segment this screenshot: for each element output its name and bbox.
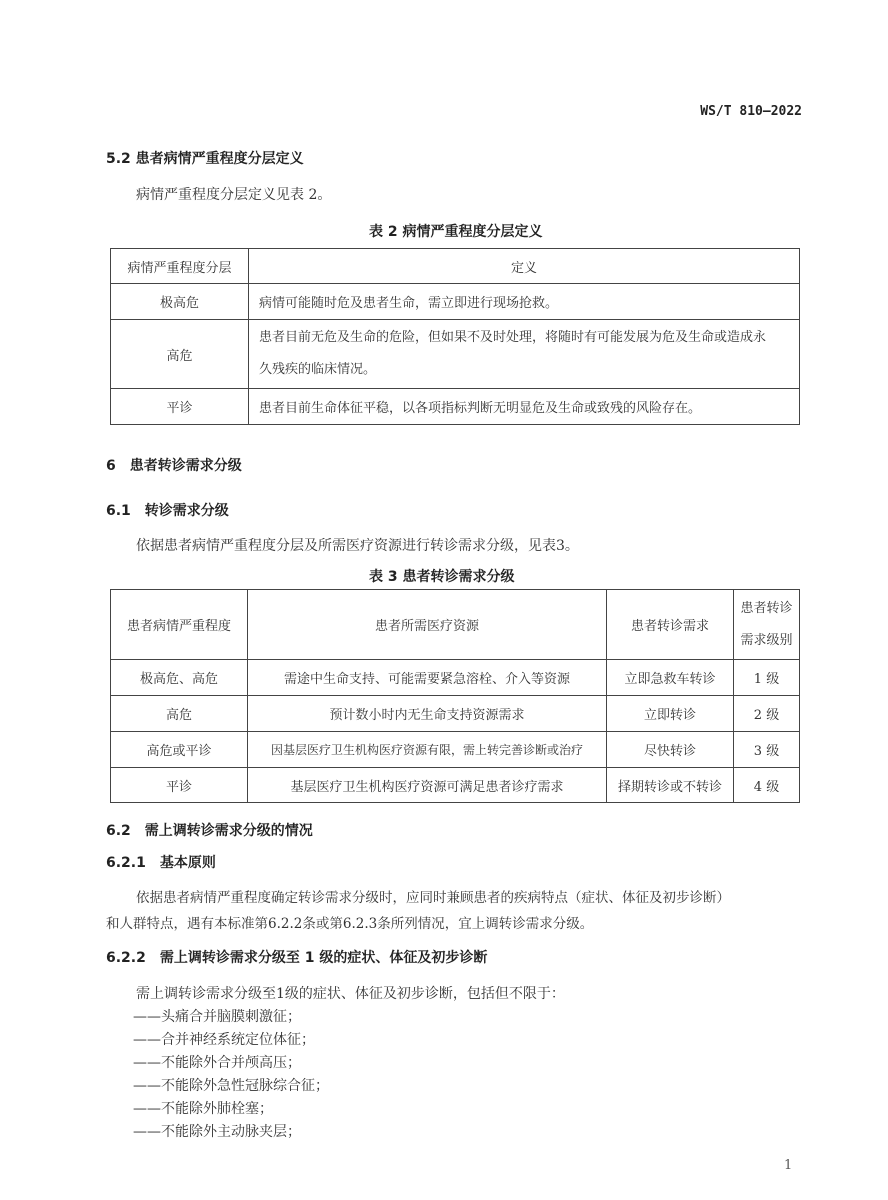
section-6-heading: 6 患者转诊需求分级 bbox=[106, 458, 242, 474]
severity-cell: 高危 bbox=[111, 696, 248, 732]
referral-need-cell: 立即急救车转诊 bbox=[607, 660, 734, 696]
section-6-2-2-heading: 6.2.2 需上调转诊需求分级至 1 级的症状、体征及初步诊断 bbox=[106, 950, 488, 966]
level-cell: 3 级 bbox=[734, 732, 800, 768]
page-number: 1 bbox=[784, 1158, 793, 1173]
section-5-2-heading: 5.2 患者病情严重程度分层定义 bbox=[106, 151, 304, 167]
column-header-line: 需求级别 bbox=[740, 632, 793, 648]
table-2 bbox=[110, 248, 800, 425]
column-header: 患者病情严重程度 bbox=[111, 590, 248, 660]
section-6-2-1-heading: 6.2.1 基本原则 bbox=[106, 855, 216, 871]
list-item: ——不能除外主动脉夹层； bbox=[133, 1124, 301, 1140]
column-header-line: 患者转诊 bbox=[740, 600, 793, 616]
section-6-1-intro: 依据患者病情严重程度分层及所需医疗资源进行转诊需求分级，见表3。 bbox=[136, 538, 579, 554]
level-cell: 2 级 bbox=[734, 696, 800, 732]
list-item: ——不能除外合并颅高压； bbox=[133, 1055, 301, 1071]
definition-cell: 患者目前生命体征平稳，以各项指标判断无明显危及生命或致残的风险存在。 bbox=[249, 389, 800, 425]
referral-need-cell: 立即转诊 bbox=[607, 696, 734, 732]
list-item: ——头痛合并脑膜刺激征； bbox=[133, 1009, 301, 1025]
table-row bbox=[111, 389, 800, 425]
column-header: 定义 bbox=[249, 249, 800, 284]
section-6-1-heading: 6.1 转诊需求分级 bbox=[106, 503, 229, 519]
section-5-2-intro: 病情严重程度分层定义见表 2。 bbox=[136, 187, 332, 203]
severity-cell: 极高危、高危 bbox=[111, 660, 248, 696]
referral-need-cell: 择期转诊或不转诊 bbox=[607, 768, 734, 803]
list-item: ——不能除外急性冠脉综合征； bbox=[133, 1078, 329, 1094]
severity-cell: 平诊 bbox=[111, 768, 248, 803]
table-row bbox=[111, 284, 800, 320]
table-header-row bbox=[111, 249, 800, 284]
list-item: ——不能除外肺栓塞； bbox=[133, 1101, 273, 1117]
table-row bbox=[111, 768, 800, 803]
table-3-caption: 表 3 患者转诊需求分级 bbox=[369, 569, 515, 585]
definition-cell: 病情可能随时危及患者生命，需立即进行现场抢救。 bbox=[249, 284, 800, 320]
table-header-row bbox=[111, 590, 800, 660]
section-6-2-1-paragraph-line: 和人群特点，遇有本标准第6.2.2条或第6.2.3条所列情况，宜上调转诊需求分级。 bbox=[106, 916, 594, 932]
section-6-2-1-paragraph-line: 依据患者病情严重程度确定转诊需求分级时，应同时兼顾患者的疾病特点（症状、体征及初步诊断） bbox=[136, 890, 730, 906]
section-6-2-heading: 6.2 需上调转诊需求分级的情况 bbox=[106, 823, 313, 839]
resource-cell: 因基层医疗卫生机构医疗资源有限，需上转完善诊断或治疗 bbox=[248, 732, 607, 768]
table-row bbox=[111, 732, 800, 768]
resource-cell: 预计数小时内无生命支持资源需求 bbox=[248, 696, 607, 732]
standard-code: WS/T 810—2022 bbox=[700, 104, 802, 119]
resource-cell: 需途中生命支持、可能需要紧急溶栓、介入等资源 bbox=[248, 660, 607, 696]
severity-cell: 平诊 bbox=[111, 389, 249, 425]
table-3 bbox=[110, 589, 800, 803]
definition-line: 久残疾的临床情况。 bbox=[259, 362, 377, 377]
list-item: ——合并神经系统定位体征； bbox=[133, 1032, 315, 1048]
table-row bbox=[111, 660, 800, 696]
level-cell: 4 级 bbox=[734, 768, 800, 803]
column-header: 病情严重程度分层 bbox=[111, 249, 249, 284]
severity-cell: 高危 bbox=[111, 320, 249, 389]
table-row bbox=[111, 696, 800, 732]
level-cell: 1 级 bbox=[734, 660, 800, 696]
column-header: 患者所需医疗资源 bbox=[248, 590, 607, 660]
definition-line: 患者目前无危及生命的危险，但如果不及时处理，将随时有可能发展为危及生命或造成永 bbox=[259, 330, 767, 345]
section-6-2-2-intro: 需上调转诊需求分级至1级的症状、体征及初步诊断，包括但不限于： bbox=[136, 986, 565, 1002]
table-row bbox=[111, 320, 800, 389]
resource-cell: 基层医疗卫生机构医疗资源可满足患者诊疗需求 bbox=[248, 768, 607, 803]
severity-cell: 极高危 bbox=[111, 284, 249, 320]
table-2-caption: 表 2 病情严重程度分层定义 bbox=[369, 224, 543, 240]
severity-cell: 高危或平诊 bbox=[111, 732, 248, 768]
definition-cell bbox=[249, 320, 800, 389]
column-header bbox=[734, 590, 800, 660]
referral-need-cell: 尽快转诊 bbox=[607, 732, 734, 768]
column-header: 患者转诊需求 bbox=[607, 590, 734, 660]
